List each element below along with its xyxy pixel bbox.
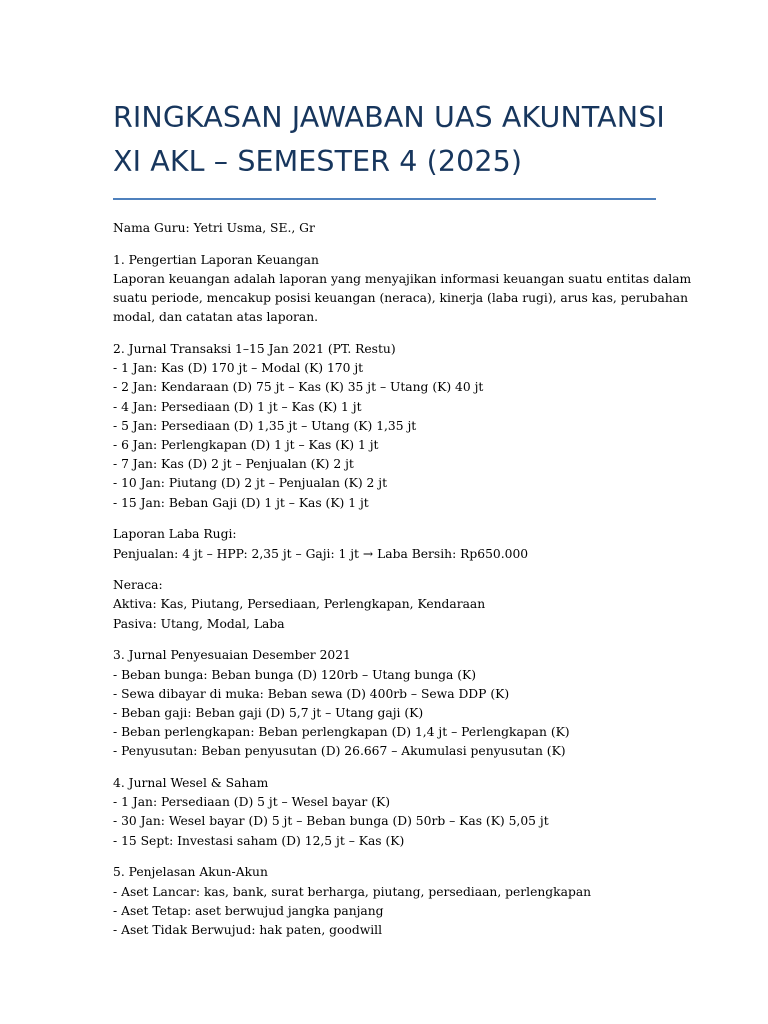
section-line: 5. Penjelasan Akun-Akun [113, 865, 268, 880]
section-2 [113, 340, 658, 513]
document-title [113, 96, 665, 184]
section-line: suatu periode, mencakup posisi keuangan (neraca), kinerja (laba rugi), arus kas, perubahan [113, 291, 689, 306]
section-line: modal, dan catatan atas laporan. [113, 310, 319, 325]
section-line: - 30 Jan: Wesel bayar (D) 5 jt – Beban bunga (D) 50rb – Kas (K) 5,05 jt [113, 814, 549, 829]
title-line-1: RINGKASAN JAWABAN UAS AKUNTANSI [113, 101, 665, 134]
section-line: Neraca: [113, 578, 163, 593]
section-7 [113, 863, 658, 940]
section-line: 3. Jurnal Penyesuaian Desember 2021 [113, 648, 351, 663]
section-line: - Penyusutan: Beban penyusutan (D) 26.667 – Akumulasi penyusutan (K) [113, 744, 566, 759]
section-line: Laporan keuangan adalah laporan yang menyajikan informasi keuangan suatu entitas dalam [113, 271, 692, 286]
section-line: - 1 Jan: Persediaan (D) 5 jt – Wesel bayar (K) [113, 795, 390, 810]
section-line: - Beban perlengkapan: Beban perlengkapan (D) 1,4 jt – Perlengkapan (K) [113, 725, 570, 740]
section-line: - Beban bunga: Beban bunga (D) 120rb – Utang bunga (K) [113, 667, 477, 682]
section-line: 4. Jurnal Wesel & Saham [113, 776, 269, 791]
section-line: 2. Jurnal Transaksi 1–15 Jan 2021 (PT. Restu) [113, 342, 396, 357]
section-line: - Aset Lancar: kas, bank, surat berharga, piutang, persediaan, perlengkapan [113, 884, 592, 899]
section-line: - Beban gaji: Beban gaji (D) 5,7 jt – Utang gaji (K) [113, 705, 424, 720]
section-line: - 5 Jan: Persediaan (D) 1,35 jt – Utang (K) 1,35 jt [113, 418, 417, 433]
section-1 [113, 251, 692, 328]
section-line: Pasiva: Utang, Modal, Laba [113, 616, 285, 631]
section-6 [113, 774, 658, 851]
section-5 [113, 646, 658, 761]
teacher-name: Nama Guru: Yetri Usma, SE., Gr [113, 221, 315, 235]
section-line: - 15 Sept: Investasi saham (D) 12,5 jt – Kas (K) [113, 833, 405, 848]
section-line: - 6 Jan: Perlengkapan (D) 1 jt – Kas (K) 1 jt [113, 438, 379, 453]
section-line: - Aset Tidak Berwujud: hak paten, goodwill [113, 923, 383, 937]
section-4 [113, 576, 658, 634]
section-line: - 7 Jan: Kas (D) 2 jt – Penjualan (K) 2 jt [113, 457, 354, 472]
document-body [113, 219, 692, 940]
section-line: Penjualan: 4 jt – HPP: 2,35 jt – Gaji: 1 jt → Laba Bersih: Rp650.000 [113, 546, 529, 561]
section-3 [113, 525, 658, 563]
section-line: - 2 Jan: Kendaraan (D) 75 jt – Kas (K) 35 jt – Utang (K) 40 jt [113, 380, 484, 395]
section-line: - Aset Tetap: aset berwujud jangka panjang [113, 903, 384, 918]
section-line: - 4 Jan: Persediaan (D) 1 jt – Kas (K) 1 jt [113, 399, 362, 414]
section-line: - 1 Jan: Kas (D) 170 jt – Modal (K) 170 jt [113, 361, 364, 376]
section-line: Laporan Laba Rugi: [113, 527, 237, 542]
title-divider [113, 198, 656, 200]
section-line: Aktiva: Kas, Piutang, Persediaan, Perlengkapan, Kendaraan [113, 597, 486, 612]
section-line: - 10 Jan: Piutang (D) 2 jt – Penjualan (K) 2 jt [113, 476, 388, 491]
title-line-2: XI AKL – SEMESTER 4 (2025) [113, 145, 523, 178]
section-line: - Sewa dibayar di muka: Beban sewa (D) 400rb – Sewa DDP (K) [113, 686, 510, 701]
sections-container [113, 251, 692, 941]
document-page [113, 96, 692, 940]
section-line: 1. Pengertian Laporan Keuangan [113, 252, 319, 267]
section-line: - 15 Jan: Beban Gaji (D) 1 jt – Kas (K) 1 jt [113, 495, 369, 510]
